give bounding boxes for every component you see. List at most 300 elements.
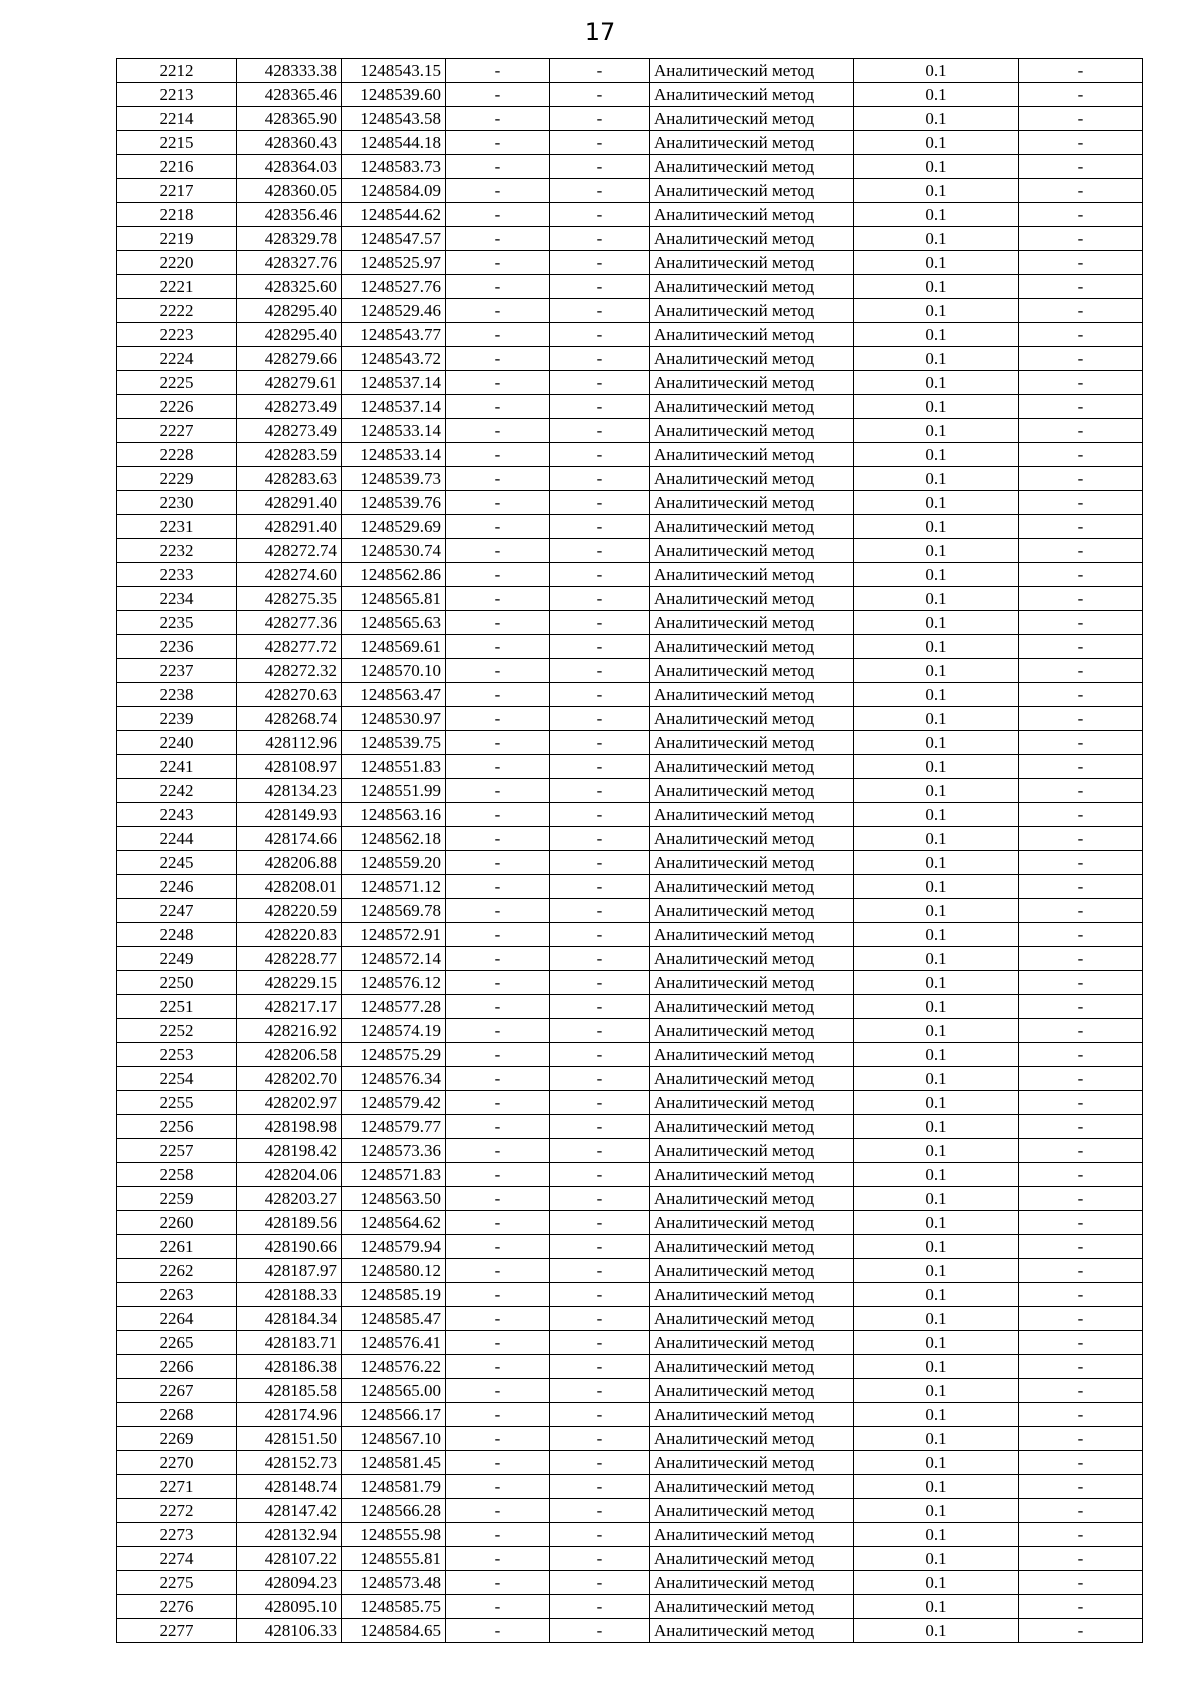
- dash-cell: -: [550, 131, 650, 155]
- dash-cell: -: [446, 155, 550, 179]
- method-cell: Аналитический метод: [650, 419, 854, 443]
- method-cell: Аналитический метод: [650, 611, 854, 635]
- method-cell: Аналитический метод: [650, 107, 854, 131]
- x-coordinate-cell: 428295.40: [237, 323, 342, 347]
- x-coordinate-cell: 428106.33: [237, 1619, 342, 1643]
- dash-cell: -: [1019, 947, 1143, 971]
- dash-cell: -: [446, 779, 550, 803]
- dash-cell: -: [1019, 1379, 1143, 1403]
- x-coordinate-cell: 428291.40: [237, 515, 342, 539]
- y-coordinate-cell: 1248543.15: [342, 59, 446, 83]
- point-number-cell: 2225: [117, 371, 237, 395]
- table-row: [117, 683, 1143, 707]
- table-row: [117, 1619, 1143, 1643]
- precision-cell: 0.1: [854, 251, 1019, 275]
- x-coordinate-cell: 428273.49: [237, 395, 342, 419]
- dash-cell: -: [550, 1091, 650, 1115]
- dash-cell: -: [1019, 1427, 1143, 1451]
- point-number-cell: 2218: [117, 203, 237, 227]
- precision-cell: 0.1: [854, 1163, 1019, 1187]
- y-coordinate-cell: 1248529.69: [342, 515, 446, 539]
- precision-cell: 0.1: [854, 203, 1019, 227]
- y-coordinate-cell: 1248539.73: [342, 467, 446, 491]
- x-coordinate-cell: 428329.78: [237, 227, 342, 251]
- precision-cell: 0.1: [854, 419, 1019, 443]
- dash-cell: -: [446, 323, 550, 347]
- y-coordinate-cell: 1248566.28: [342, 1499, 446, 1523]
- point-number-cell: 2244: [117, 827, 237, 851]
- table-row: [117, 1019, 1143, 1043]
- table-row: [117, 1307, 1143, 1331]
- precision-cell: 0.1: [854, 467, 1019, 491]
- point-number-cell: 2267: [117, 1379, 237, 1403]
- dash-cell: -: [1019, 59, 1143, 83]
- point-number-cell: 2262: [117, 1259, 237, 1283]
- precision-cell: 0.1: [854, 59, 1019, 83]
- dash-cell: -: [550, 1355, 650, 1379]
- point-number-cell: 2261: [117, 1235, 237, 1259]
- x-coordinate-cell: 428279.61: [237, 371, 342, 395]
- x-coordinate-cell: 428360.43: [237, 131, 342, 155]
- x-coordinate-cell: 428220.83: [237, 923, 342, 947]
- dash-cell: -: [446, 371, 550, 395]
- point-number-cell: 2212: [117, 59, 237, 83]
- y-coordinate-cell: 1248576.34: [342, 1067, 446, 1091]
- table-body: [117, 59, 1143, 1643]
- table-row: [117, 371, 1143, 395]
- dash-cell: -: [550, 1619, 650, 1643]
- y-coordinate-cell: 1248571.12: [342, 875, 446, 899]
- dash-cell: -: [1019, 491, 1143, 515]
- dash-cell: -: [446, 1139, 550, 1163]
- x-coordinate-cell: 428198.98: [237, 1115, 342, 1139]
- method-cell: Аналитический метод: [650, 899, 854, 923]
- dash-cell: -: [550, 1571, 650, 1595]
- table-row: [117, 1163, 1143, 1187]
- y-coordinate-cell: 1248575.29: [342, 1043, 446, 1067]
- dash-cell: -: [446, 203, 550, 227]
- precision-cell: 0.1: [854, 875, 1019, 899]
- dash-cell: -: [446, 1475, 550, 1499]
- y-coordinate-cell: 1248585.47: [342, 1307, 446, 1331]
- point-number-cell: 2254: [117, 1067, 237, 1091]
- table-row: [117, 1091, 1143, 1115]
- dash-cell: -: [550, 1043, 650, 1067]
- dash-cell: -: [446, 131, 550, 155]
- method-cell: Аналитический метод: [650, 83, 854, 107]
- table-row: [117, 83, 1143, 107]
- table-row: [117, 1475, 1143, 1499]
- table-row: [117, 1331, 1143, 1355]
- x-coordinate-cell: 428229.15: [237, 971, 342, 995]
- x-coordinate-cell: 428365.46: [237, 83, 342, 107]
- point-number-cell: 2259: [117, 1187, 237, 1211]
- precision-cell: 0.1: [854, 1067, 1019, 1091]
- table-row: [117, 107, 1143, 131]
- x-coordinate-cell: 428283.63: [237, 467, 342, 491]
- dash-cell: -: [550, 1067, 650, 1091]
- precision-cell: 0.1: [854, 1379, 1019, 1403]
- dash-cell: -: [550, 443, 650, 467]
- dash-cell: -: [446, 707, 550, 731]
- y-coordinate-cell: 1248573.48: [342, 1571, 446, 1595]
- y-coordinate-cell: 1248563.16: [342, 803, 446, 827]
- precision-cell: 0.1: [854, 1451, 1019, 1475]
- point-number-cell: 2274: [117, 1547, 237, 1571]
- x-coordinate-cell: 428360.05: [237, 179, 342, 203]
- dash-cell: -: [550, 1163, 650, 1187]
- precision-cell: 0.1: [854, 1043, 1019, 1067]
- dash-cell: -: [550, 1451, 650, 1475]
- dash-cell: -: [1019, 611, 1143, 635]
- x-coordinate-cell: 428208.01: [237, 875, 342, 899]
- x-coordinate-cell: 428217.17: [237, 995, 342, 1019]
- precision-cell: 0.1: [854, 1499, 1019, 1523]
- x-coordinate-cell: 428277.36: [237, 611, 342, 635]
- table-row: [117, 731, 1143, 755]
- method-cell: Аналитический метод: [650, 1427, 854, 1451]
- dash-cell: -: [1019, 1091, 1143, 1115]
- dash-cell: -: [446, 1595, 550, 1619]
- method-cell: Аналитический метод: [650, 563, 854, 587]
- dash-cell: -: [550, 419, 650, 443]
- dash-cell: -: [1019, 899, 1143, 923]
- dash-cell: -: [550, 1235, 650, 1259]
- dash-cell: -: [1019, 83, 1143, 107]
- dash-cell: -: [1019, 659, 1143, 683]
- dash-cell: -: [446, 563, 550, 587]
- precision-cell: 0.1: [854, 683, 1019, 707]
- precision-cell: 0.1: [854, 1547, 1019, 1571]
- table-row: [117, 59, 1143, 83]
- method-cell: Аналитический метод: [650, 923, 854, 947]
- table-row: [117, 971, 1143, 995]
- precision-cell: 0.1: [854, 1475, 1019, 1499]
- table-row: [117, 275, 1143, 299]
- precision-cell: 0.1: [854, 1307, 1019, 1331]
- table-row: [117, 347, 1143, 371]
- method-cell: Аналитический метод: [650, 251, 854, 275]
- table-row: [117, 707, 1143, 731]
- table-row: [117, 947, 1143, 971]
- table-row: [117, 827, 1143, 851]
- point-number-cell: 2277: [117, 1619, 237, 1643]
- y-coordinate-cell: 1248571.83: [342, 1163, 446, 1187]
- x-coordinate-cell: 428325.60: [237, 275, 342, 299]
- point-number-cell: 2260: [117, 1211, 237, 1235]
- x-coordinate-cell: 428186.38: [237, 1355, 342, 1379]
- precision-cell: 0.1: [854, 1235, 1019, 1259]
- point-number-cell: 2222: [117, 299, 237, 323]
- method-cell: Аналитический метод: [650, 1115, 854, 1139]
- dash-cell: -: [446, 851, 550, 875]
- dash-cell: -: [446, 1115, 550, 1139]
- dash-cell: -: [1019, 1211, 1143, 1235]
- point-number-cell: 2266: [117, 1355, 237, 1379]
- dash-cell: -: [446, 995, 550, 1019]
- dash-cell: -: [446, 1283, 550, 1307]
- dash-cell: -: [550, 1547, 650, 1571]
- x-coordinate-cell: 428216.92: [237, 1019, 342, 1043]
- method-cell: Аналитический метод: [650, 539, 854, 563]
- method-cell: Аналитический метод: [650, 59, 854, 83]
- method-cell: Аналитический метод: [650, 803, 854, 827]
- y-coordinate-cell: 1248529.46: [342, 299, 446, 323]
- y-coordinate-cell: 1248555.98: [342, 1523, 446, 1547]
- dash-cell: -: [446, 467, 550, 491]
- dash-cell: -: [446, 731, 550, 755]
- table-row: [117, 1043, 1143, 1067]
- x-coordinate-cell: 428204.06: [237, 1163, 342, 1187]
- y-coordinate-cell: 1248530.97: [342, 707, 446, 731]
- precision-cell: 0.1: [854, 1115, 1019, 1139]
- y-coordinate-cell: 1248573.36: [342, 1139, 446, 1163]
- dash-cell: -: [550, 1595, 650, 1619]
- dash-cell: -: [446, 803, 550, 827]
- dash-cell: -: [550, 347, 650, 371]
- dash-cell: -: [1019, 635, 1143, 659]
- dash-cell: -: [446, 1451, 550, 1475]
- dash-cell: -: [1019, 1307, 1143, 1331]
- dash-cell: -: [446, 1619, 550, 1643]
- precision-cell: 0.1: [854, 851, 1019, 875]
- y-coordinate-cell: 1248544.62: [342, 203, 446, 227]
- point-number-cell: 2228: [117, 443, 237, 467]
- y-coordinate-cell: 1248585.75: [342, 1595, 446, 1619]
- method-cell: Аналитический метод: [650, 971, 854, 995]
- y-coordinate-cell: 1248565.81: [342, 587, 446, 611]
- point-number-cell: 2215: [117, 131, 237, 155]
- dash-cell: -: [446, 827, 550, 851]
- table-row: [117, 1451, 1143, 1475]
- dash-cell: -: [446, 611, 550, 635]
- dash-cell: -: [550, 827, 650, 851]
- dash-cell: -: [1019, 587, 1143, 611]
- y-coordinate-cell: 1248569.61: [342, 635, 446, 659]
- y-coordinate-cell: 1248567.10: [342, 1427, 446, 1451]
- point-number-cell: 2239: [117, 707, 237, 731]
- table-row: [117, 875, 1143, 899]
- x-coordinate-cell: 428183.71: [237, 1331, 342, 1355]
- dash-cell: -: [1019, 1451, 1143, 1475]
- method-cell: Аналитический метод: [650, 347, 854, 371]
- dash-cell: -: [446, 539, 550, 563]
- dash-cell: -: [550, 1403, 650, 1427]
- precision-cell: 0.1: [854, 563, 1019, 587]
- dash-cell: -: [1019, 923, 1143, 947]
- dash-cell: -: [550, 563, 650, 587]
- y-coordinate-cell: 1248537.14: [342, 395, 446, 419]
- point-number-cell: 2269: [117, 1427, 237, 1451]
- dash-cell: -: [1019, 155, 1143, 179]
- y-coordinate-cell: 1248579.42: [342, 1091, 446, 1115]
- dash-cell: -: [1019, 1499, 1143, 1523]
- x-coordinate-cell: 428095.10: [237, 1595, 342, 1619]
- table-row: [117, 1139, 1143, 1163]
- y-coordinate-cell: 1248543.58: [342, 107, 446, 131]
- dash-cell: -: [446, 1379, 550, 1403]
- method-cell: Аналитический метод: [650, 1595, 854, 1619]
- table-row: [117, 467, 1143, 491]
- x-coordinate-cell: 428356.46: [237, 203, 342, 227]
- dash-cell: -: [550, 731, 650, 755]
- y-coordinate-cell: 1248584.09: [342, 179, 446, 203]
- dash-cell: -: [446, 179, 550, 203]
- method-cell: Аналитический метод: [650, 323, 854, 347]
- precision-cell: 0.1: [854, 923, 1019, 947]
- method-cell: Аналитический метод: [650, 587, 854, 611]
- point-number-cell: 2242: [117, 779, 237, 803]
- precision-cell: 0.1: [854, 995, 1019, 1019]
- table-row: [117, 251, 1143, 275]
- method-cell: Аналитический метод: [650, 1163, 854, 1187]
- dash-cell: -: [446, 395, 550, 419]
- dash-cell: -: [1019, 1139, 1143, 1163]
- table-row: [117, 395, 1143, 419]
- method-cell: Аналитический метод: [650, 707, 854, 731]
- dash-cell: -: [550, 539, 650, 563]
- dash-cell: -: [446, 587, 550, 611]
- dash-cell: -: [550, 83, 650, 107]
- x-coordinate-cell: 428279.66: [237, 347, 342, 371]
- precision-cell: 0.1: [854, 275, 1019, 299]
- method-cell: Аналитический метод: [650, 275, 854, 299]
- precision-cell: 0.1: [854, 1283, 1019, 1307]
- y-coordinate-cell: 1248551.83: [342, 755, 446, 779]
- y-coordinate-cell: 1248577.28: [342, 995, 446, 1019]
- precision-cell: 0.1: [854, 83, 1019, 107]
- table-row: [117, 539, 1143, 563]
- dash-cell: -: [446, 683, 550, 707]
- precision-cell: 0.1: [854, 611, 1019, 635]
- table-row: [117, 1235, 1143, 1259]
- precision-cell: 0.1: [854, 539, 1019, 563]
- dash-cell: -: [550, 587, 650, 611]
- dash-cell: -: [446, 1355, 550, 1379]
- point-number-cell: 2270: [117, 1451, 237, 1475]
- dash-cell: -: [446, 1307, 550, 1331]
- y-coordinate-cell: 1248539.75: [342, 731, 446, 755]
- x-coordinate-cell: 428174.96: [237, 1403, 342, 1427]
- y-coordinate-cell: 1248572.91: [342, 923, 446, 947]
- x-coordinate-cell: 428365.90: [237, 107, 342, 131]
- method-cell: Аналитический метод: [650, 1043, 854, 1067]
- dash-cell: -: [1019, 299, 1143, 323]
- method-cell: Аналитический метод: [650, 227, 854, 251]
- method-cell: Аналитический метод: [650, 1619, 854, 1643]
- precision-cell: 0.1: [854, 107, 1019, 131]
- dash-cell: -: [1019, 131, 1143, 155]
- point-number-cell: 2232: [117, 539, 237, 563]
- precision-cell: 0.1: [854, 1091, 1019, 1115]
- point-number-cell: 2268: [117, 1403, 237, 1427]
- x-coordinate-cell: 428220.59: [237, 899, 342, 923]
- y-coordinate-cell: 1248563.47: [342, 683, 446, 707]
- method-cell: Аналитический метод: [650, 1403, 854, 1427]
- precision-cell: 0.1: [854, 779, 1019, 803]
- x-coordinate-cell: 428134.23: [237, 779, 342, 803]
- x-coordinate-cell: 428274.60: [237, 563, 342, 587]
- dash-cell: -: [550, 323, 650, 347]
- dash-cell: -: [1019, 1019, 1143, 1043]
- dash-cell: -: [550, 395, 650, 419]
- precision-cell: 0.1: [854, 443, 1019, 467]
- method-cell: Аналитический метод: [650, 779, 854, 803]
- dash-cell: -: [1019, 539, 1143, 563]
- dash-cell: -: [446, 947, 550, 971]
- point-number-cell: 2226: [117, 395, 237, 419]
- dash-cell: -: [550, 299, 650, 323]
- method-cell: Аналитический метод: [650, 1019, 854, 1043]
- y-coordinate-cell: 1248543.77: [342, 323, 446, 347]
- point-number-cell: 2256: [117, 1115, 237, 1139]
- y-coordinate-cell: 1248533.14: [342, 443, 446, 467]
- table-row: [117, 323, 1143, 347]
- x-coordinate-cell: 428132.94: [237, 1523, 342, 1547]
- x-coordinate-cell: 428187.97: [237, 1259, 342, 1283]
- y-coordinate-cell: 1248525.97: [342, 251, 446, 275]
- precision-cell: 0.1: [854, 635, 1019, 659]
- dash-cell: -: [446, 1019, 550, 1043]
- x-coordinate-cell: 428094.23: [237, 1571, 342, 1595]
- x-coordinate-cell: 428272.74: [237, 539, 342, 563]
- x-coordinate-cell: 428295.40: [237, 299, 342, 323]
- precision-cell: 0.1: [854, 1187, 1019, 1211]
- dash-cell: -: [446, 251, 550, 275]
- dash-cell: -: [550, 1259, 650, 1283]
- method-cell: Аналитический метод: [650, 1331, 854, 1355]
- method-cell: Аналитический метод: [650, 299, 854, 323]
- precision-cell: 0.1: [854, 1211, 1019, 1235]
- y-coordinate-cell: 1248579.94: [342, 1235, 446, 1259]
- x-coordinate-cell: 428206.88: [237, 851, 342, 875]
- table-row: [117, 995, 1143, 1019]
- point-number-cell: 2272: [117, 1499, 237, 1523]
- point-number-cell: 2220: [117, 251, 237, 275]
- x-coordinate-cell: 428275.35: [237, 587, 342, 611]
- method-cell: Аналитический метод: [650, 1379, 854, 1403]
- precision-cell: 0.1: [854, 347, 1019, 371]
- page-number: 17: [584, 18, 616, 46]
- point-number-cell: 2258: [117, 1163, 237, 1187]
- x-coordinate-cell: 428202.70: [237, 1067, 342, 1091]
- dash-cell: -: [1019, 1259, 1143, 1283]
- dash-cell: -: [550, 659, 650, 683]
- y-coordinate-cell: 1248533.14: [342, 419, 446, 443]
- dash-cell: -: [446, 659, 550, 683]
- method-cell: Аналитический метод: [650, 827, 854, 851]
- y-coordinate-cell: 1248544.18: [342, 131, 446, 155]
- dash-cell: -: [446, 1523, 550, 1547]
- y-coordinate-cell: 1248579.77: [342, 1115, 446, 1139]
- method-cell: Аналитический метод: [650, 1187, 854, 1211]
- dash-cell: -: [1019, 683, 1143, 707]
- x-coordinate-cell: 428189.56: [237, 1211, 342, 1235]
- y-coordinate-cell: 1248563.50: [342, 1187, 446, 1211]
- point-number-cell: 2235: [117, 611, 237, 635]
- point-number-cell: 2227: [117, 419, 237, 443]
- dash-cell: -: [446, 1259, 550, 1283]
- x-coordinate-cell: 428270.63: [237, 683, 342, 707]
- method-cell: Аналитический метод: [650, 731, 854, 755]
- table-row: [117, 1355, 1143, 1379]
- method-cell: Аналитический метод: [650, 1547, 854, 1571]
- dash-cell: -: [1019, 827, 1143, 851]
- dash-cell: -: [550, 371, 650, 395]
- dash-cell: -: [446, 923, 550, 947]
- x-coordinate-cell: 428333.38: [237, 59, 342, 83]
- precision-cell: 0.1: [854, 371, 1019, 395]
